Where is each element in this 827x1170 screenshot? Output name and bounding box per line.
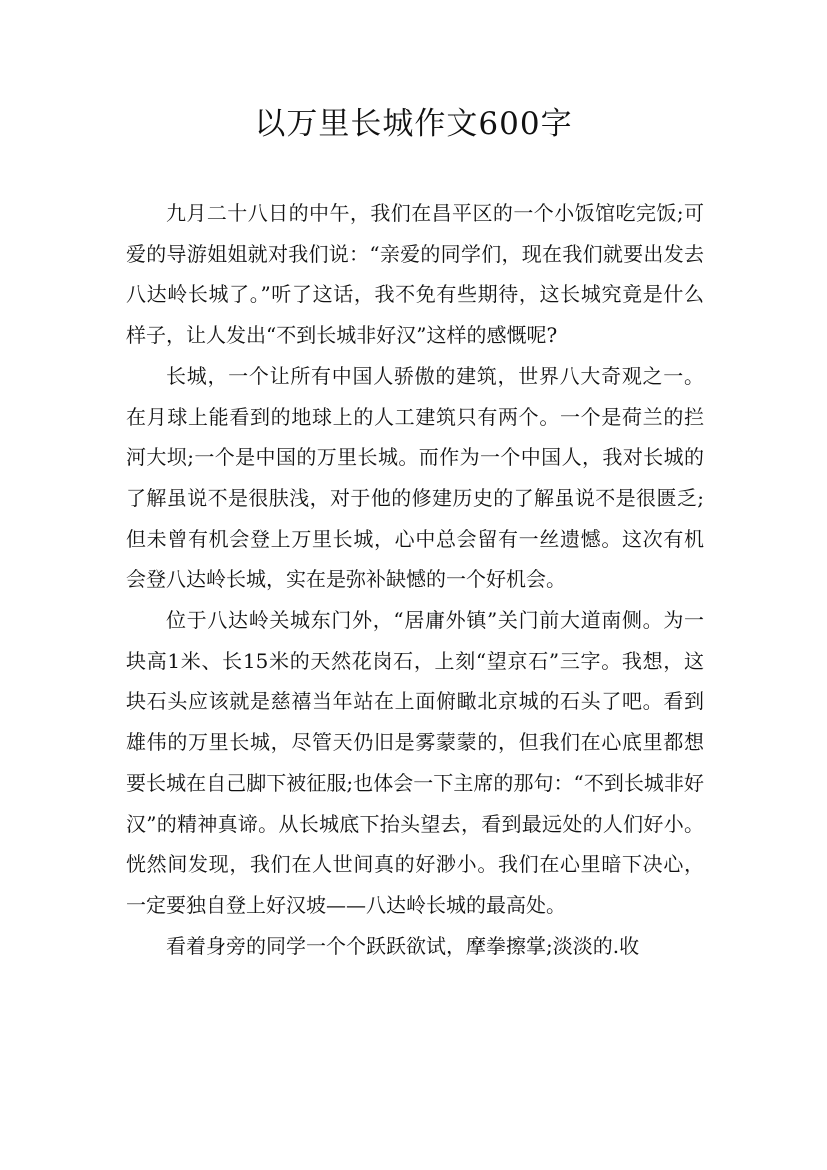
paragraph-2: 长城，一个让所有中国人骄傲的建筑，世界八大奇观之一。在月球上能看到的地球上的人工建筑只有两个。一个是荷兰的拦河大坝;一个是中国的万里长城。而作为一个中国人，我对长城的了解虽说不是很肤浅，对于他的修建历史的了解虽说不是很匮乏;但未曾有机会登上万里长城，心中总会留有一丝遗憾。这次有机会登八达岭长城，实在是弥补缺憾的一个好机会。: [126, 363, 704, 592]
document-body: [126, 193, 704, 966]
paragraph-4: 看着身旁的同学一个个跃跃欲试，摩拳擦掌;淡淡的.收: [166, 933, 640, 958]
document-title: 以万里长城作文600字: [254, 106, 573, 142]
paragraph-1: 九月二十八日的中午，我们在昌平区的一个小饭馆吃完饭;可爱的导游姐姐就对我们说：“亲爱的同学们，现在我们就要出发去八达岭长城了。”听了这话，我不免有些期待，这长城究竟是什么样子，让人发出“不到长城非好汉”这样的感慨呢?: [126, 201, 704, 348]
paragraph-3: 位于八达岭关城东门外，“居庸外镇”关门前大道南侧。为一块高1米、长15米的天然花岗石，上刻“望京石”三字。我想，这块石头应该就是慈禧当年站在上面俯瞰北京城的石头了吧。看到雄伟的万里长城，尽管天仍旧是雾蒙蒙的，但我们在心底里都想要长城在自己脚下被征服;也体会一下主席的那句：“不到长城非好汉”的精神真谛。从长城底下抬头望去，看到最远处的人们好小。恍然间发现，我们在人世间真的好渺小。我们在心里暗下决心，一定要独自登上好汉坡——八达岭长城的最高处。: [126, 608, 704, 917]
